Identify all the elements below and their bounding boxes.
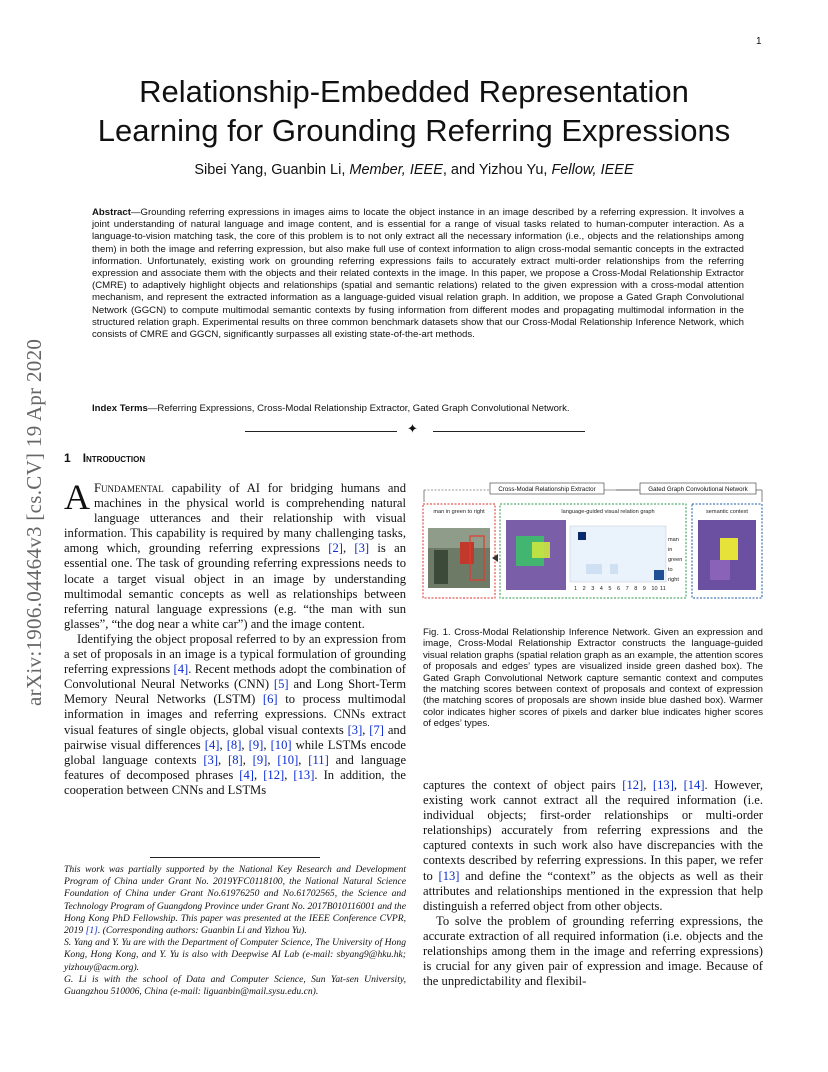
word-right: right bbox=[668, 577, 679, 583]
first-word: Fundamental bbox=[94, 481, 164, 495]
citation-link[interactable]: [12] bbox=[263, 767, 285, 782]
word-in: in bbox=[668, 547, 673, 553]
author-names-1: Sibei Yang, Guanbin Li, bbox=[194, 162, 350, 178]
member-title: Member, IEEE bbox=[349, 162, 443, 178]
matrix-cell-dark bbox=[578, 532, 586, 540]
matrix-index-label: 5 bbox=[608, 586, 612, 592]
citation-link[interactable]: [10] bbox=[270, 737, 292, 752]
section-heading bbox=[64, 451, 145, 465]
citation-link[interactable]: [4] bbox=[239, 767, 254, 782]
right-column bbox=[423, 778, 763, 989]
citation-link[interactable]: [10] bbox=[277, 752, 299, 767]
matrix-index-label: 1 bbox=[574, 586, 578, 592]
citation-link[interactable]: [9] bbox=[252, 752, 268, 767]
citation-link[interactable]: [12] bbox=[622, 778, 644, 792]
footnote-text: . (Corresponding authors: Guanbin Li and Yizhou Yu). bbox=[97, 925, 307, 937]
figure-diagram bbox=[420, 480, 766, 605]
matrix-index-label: 8 bbox=[634, 586, 638, 592]
footnote-rule bbox=[150, 857, 320, 858]
separator-text: , bbox=[263, 737, 271, 752]
title-line-2: Learning for Grounding Referring Expressions bbox=[97, 113, 731, 148]
semantic-context-label: semantic context bbox=[706, 509, 748, 515]
matrix-index-label: 10 bbox=[651, 586, 658, 592]
paragraph-text: and Long Short-Term Memory Neural Networks (LSTM) bbox=[64, 677, 406, 707]
citation-link[interactable]: [4] bbox=[204, 737, 220, 752]
citation-link[interactable]: [4] bbox=[173, 662, 189, 677]
ggcn-label: Gated Graph Convolutional Network bbox=[648, 486, 748, 493]
paragraph-text: . Recent methods adopt the combination of Convolutional Neural Networks (CNN) bbox=[64, 662, 407, 692]
matrix-cell-light bbox=[594, 564, 602, 574]
matrix-index-label: 11 bbox=[660, 586, 666, 592]
arxiv-identifier: arXiv:1906.04464v3 [cs.CV] 19 Apr 2020 bbox=[22, 338, 46, 707]
citation-link[interactable]: [3] bbox=[347, 722, 363, 737]
separator-text: , bbox=[253, 767, 264, 782]
cmre-label: Cross-Modal Relationship Extractor bbox=[498, 486, 596, 493]
abstract-text: —Grounding referring expressions in images aims to locate the object instance in an image described by a referring expression. It involves a joint understanding of natural language and image content, and is essential for a range of visual tasks related to human-computer interaction. As a language-to-vision matching task, the core of this problem is to not only extract all the necessary information (i.e., objects and the relationships among them) in both the image and referring expression, but also make full use of context information to align cross-modal semantic concepts in the extracted information. Unfortunately, existing work on grounding referring expressions fails to accurately extract multi-order relationships from the referring expression and associate them with the objects and their related contexts in the image. In this paper, we propose a Cross-Modal Relationship Extractor (CMRE) to adaptively highlight objects and relationships (spatial and semantic relations) related to the given expression with a cross-modal attention mechanism, and represent the extracted information as a language-guided visual relation graph. In addition, we propose a Gated Graph Convolutional Network (GGCN) to compute multimodal semantic contexts by fusing information from different modes and propagating multimodal information in the structured relation graph. Experimental results on three common benchmark datasets show that our Cross-Modal Relationship Inference Network, which consists of CMRE and GGCN, significantly surpasses all existing state-of-the-art methods. bbox=[92, 207, 744, 341]
footnote-funding bbox=[64, 864, 406, 937]
citation-link[interactable]: [3] bbox=[354, 541, 370, 556]
caption-label: Fig. 1. bbox=[423, 627, 451, 638]
word-to: to bbox=[668, 567, 673, 573]
abstract bbox=[92, 207, 744, 341]
title-line-1: Relationship-Embedded Representation bbox=[139, 74, 689, 109]
citation-link[interactable]: [14] bbox=[683, 778, 705, 792]
separator-text: , bbox=[342, 541, 355, 556]
figure-caption bbox=[423, 627, 763, 730]
citation-link[interactable]: [11] bbox=[308, 752, 329, 767]
matrix-index-row bbox=[574, 586, 666, 592]
section-number: 1 bbox=[64, 451, 71, 465]
paragraph-text: . In addition, the cooperation between CNNs and LSTMs bbox=[64, 767, 407, 797]
separator-text: , bbox=[241, 737, 249, 752]
expression-text: man in green to right bbox=[433, 509, 485, 515]
matrix-index-label: 9 bbox=[642, 586, 646, 592]
photo-red-object bbox=[460, 542, 474, 564]
footnote-text: This work was partially supported by the National Key Research and Development Program of China under Grant No. 2019YFC0118100, the National Natural Science Foundation of China under Grant No.61976250 and No.61702565, the Science and Technology Program of Guangdong Province under Grant No. 2017B010116001 and the Hong Kong PhD Fellowship. This paper was presented at the IEEE Conference CVPR, 2019 bbox=[64, 864, 406, 937]
matrix-index-label: 6 bbox=[617, 586, 621, 592]
paragraph-text: captures the context of object pairs bbox=[423, 778, 623, 792]
separator-text: , bbox=[673, 778, 684, 792]
separator-text: , bbox=[298, 752, 309, 767]
paragraph-text: and language features of decomposed phrases bbox=[64, 752, 407, 782]
drop-cap: A bbox=[64, 477, 90, 517]
footnote-affiliation-1: S. Yang and Y. Yu are with the Department of Computer Science, The University of Hong Kong, Hong Kong, and Y. Yu is also with Deepwise AI Lab (e-mail: sbyang9@hku.hk; yizhouy@acm.org). bbox=[64, 937, 406, 973]
separator-diamond-icon: ✦ bbox=[407, 422, 418, 437]
citation-link[interactable]: [2] bbox=[328, 541, 343, 556]
section-separator bbox=[245, 424, 585, 438]
citation-link[interactable]: [5] bbox=[273, 677, 289, 692]
paragraph-text: and define the “context” as the objects as well as their attributes and relationships mentioned in the expression that help distinguish a referred object from other objects. bbox=[423, 868, 763, 913]
citation-link[interactable]: [1] bbox=[85, 925, 98, 937]
section-title: Introduction bbox=[82, 451, 146, 465]
graph-label: language-guided visual relation graph bbox=[561, 509, 655, 515]
intro-paragraph-2 bbox=[64, 632, 406, 798]
intro-paragraph-1 bbox=[64, 477, 406, 632]
author-list bbox=[60, 162, 768, 178]
context-region bbox=[710, 560, 730, 580]
paragraph-text: is an essential one. The task of grounding referring expressions needs to locate a target visual object in an image by understanding multimodal semantic concepts as well as relationships between referring natural language expressions (e.g. “the man with sun glasses”, “the dog near a white car”) and the image content. bbox=[64, 541, 406, 631]
separator-line-right bbox=[433, 431, 585, 432]
separator-text: , bbox=[218, 752, 228, 767]
index-terms-label: Index Terms bbox=[92, 403, 148, 414]
matrix-index-label: 4 bbox=[599, 586, 603, 592]
separator-text: , bbox=[267, 752, 278, 767]
matrix-cell-dark bbox=[654, 570, 664, 580]
photo-person bbox=[434, 550, 448, 584]
photo-sky bbox=[428, 528, 490, 548]
citation-link[interactable]: [13] bbox=[652, 778, 674, 792]
paragraph-text: to process multimodal information in images and referring expressions. CNNs extract visual features of single objects, global visual contexts bbox=[64, 692, 406, 737]
right-paragraph-2: To solve the problem of grounding referring expressions, the accurate extraction of all required information (i.e. objects and the relationships among them in the image and referring expressions) is crucial for any given pair of expression and image. Because of the unpredictability and flexibil- bbox=[423, 913, 763, 989]
citation-link[interactable]: [8] bbox=[226, 737, 242, 752]
citation-link[interactable]: [7] bbox=[369, 722, 384, 737]
page-number: 1 bbox=[756, 36, 762, 47]
separator-text: , bbox=[242, 752, 253, 767]
matrix-index-label: 2 bbox=[582, 586, 586, 592]
caption-text: Cross-Modal Relationship Inference Network. Given an expression and image, Cross-Modal Relationship Extractor constructs the language-guided visual relation graphs (spatial relation graph as an example, the attention scores of proposals and edges’ types are visualized inside green dashed box). The Gated Graph Convolutional Network capture semantic context and computes the matching scores between context of proposals and context of expression (the matching scores of proposals are shown inside blue dashed box). Warmer color indicates higher scores of pixels and darker blue indicates higher scores of edges’ types. bbox=[423, 627, 763, 730]
separator-text: , bbox=[284, 767, 294, 782]
index-terms bbox=[92, 403, 744, 415]
author-names-2: , and Yizhou Yu, bbox=[442, 162, 552, 178]
fellow-title: Fellow, IEEE bbox=[551, 162, 634, 178]
index-terms-text: —Referring Expressions, Cross-Modal Relationship Extractor, Gated Graph Convolutional Network. bbox=[147, 403, 570, 414]
citation-link[interactable]: [9] bbox=[248, 737, 264, 752]
context-peak bbox=[720, 538, 738, 560]
matrix-cell-light bbox=[586, 564, 594, 574]
paragraph-text: capability of AI for bridging humans and machines in the physical world is comprehending natural language utterances and their relationship with visual information. This capability is required by many challenging tasks, among which, grounding referring expressions bbox=[64, 481, 406, 556]
citation-link[interactable]: [3] bbox=[203, 752, 219, 767]
paragraph-text: . However, existing work cannot extract all the required information (i.e. individual objects; first-order relationships or multi-order relationships) accurately from referring expressions and the captured contexts in such work also have discrepancies with the contexts described by referring expressions. In this paper, we refer to bbox=[423, 778, 764, 883]
footnote-affiliation-2: G. Li is with the school of Data and Computer Science, Sun Yat-sen University, Guangzhou 510006, China (e-mail: liguanbin@mail.sysu.edu.cn). bbox=[64, 973, 406, 998]
citation-link[interactable]: [13] bbox=[438, 868, 460, 883]
right-paragraph-1 bbox=[423, 778, 763, 914]
separator-text: , bbox=[219, 737, 227, 752]
footnotes bbox=[64, 864, 406, 998]
separator-text: , bbox=[362, 722, 370, 737]
separator-line-left bbox=[245, 431, 397, 432]
word-green: green bbox=[668, 557, 683, 563]
matrix-index-label: 7 bbox=[625, 586, 629, 592]
matrix-cell-light bbox=[610, 564, 618, 574]
separator-text: , bbox=[643, 778, 653, 792]
citation-link[interactable]: [8] bbox=[228, 752, 243, 767]
citation-link[interactable]: [13] bbox=[293, 767, 315, 782]
figure-1 bbox=[420, 480, 766, 605]
paragraph-text: and pairwise visual differences bbox=[64, 722, 407, 752]
matrix-index-label: 3 bbox=[591, 586, 595, 592]
paper-title bbox=[60, 72, 768, 150]
paragraph-text: while LSTMs encode global language contexts bbox=[64, 737, 406, 767]
abstract-label: Abstract bbox=[92, 207, 131, 218]
paragraph-text: Identifying the object proposal referred to by an expression from a set of proposals in an image is a typical formulation of grounding referring expressions bbox=[64, 631, 406, 677]
left-column bbox=[64, 477, 407, 798]
citation-link[interactable]: [6] bbox=[262, 692, 278, 707]
attention-peak bbox=[532, 542, 550, 558]
word-man: man bbox=[668, 537, 679, 543]
